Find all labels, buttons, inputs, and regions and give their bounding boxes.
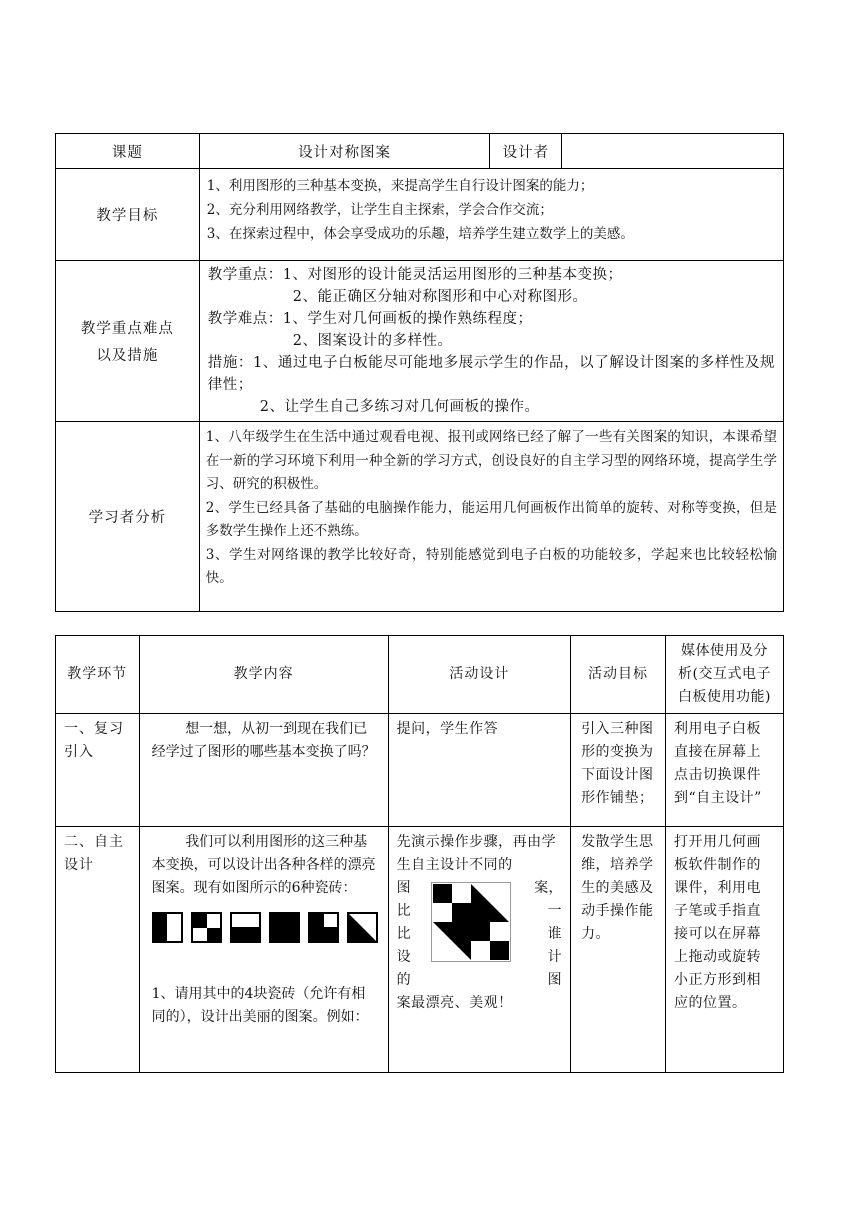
content-text: 想一想，从初一到现在我们已经学过了图形的哪些基本变换了吗？ bbox=[151, 721, 376, 760]
activity-review: 提问，学生作答 bbox=[388, 714, 570, 827]
content-design bbox=[139, 827, 388, 1073]
tile-4 bbox=[269, 912, 300, 943]
stage-review: 一、复习引入 bbox=[56, 714, 140, 827]
activity-char: 设 bbox=[396, 949, 412, 965]
objective-item: 3、在探索过程中，体会享受成功的乐趣，培养学生建立数学上的美感。 bbox=[206, 226, 634, 242]
content-review bbox=[139, 714, 388, 827]
topic-value: 设计对称图案 bbox=[199, 134, 490, 169]
activity-char: 一 bbox=[547, 903, 563, 919]
goal-review: 引入三种图形的变换为下面设计图形作铺垫； bbox=[571, 714, 666, 827]
tile-6 bbox=[347, 912, 378, 943]
measure-line: 2、让学生自己多练习对几何画板的操作。 bbox=[259, 399, 540, 415]
learner-label: 学习者分析 bbox=[56, 422, 200, 612]
media-review: 利用电子白板直接在屏幕上点击切换课件到“自主设计” bbox=[665, 714, 783, 827]
activity-left-column bbox=[397, 877, 425, 992]
header-stage: 教学环节 bbox=[56, 636, 140, 714]
lesson-info-table bbox=[55, 133, 784, 612]
teaching-process-table bbox=[55, 635, 784, 1073]
learner-cell bbox=[199, 422, 783, 612]
activity-right-column bbox=[534, 877, 562, 992]
activity-figure-row bbox=[397, 877, 562, 992]
stage-design: 二、自主设计 bbox=[56, 827, 140, 1073]
activity-char: 的 bbox=[396, 972, 412, 988]
keypoints-label bbox=[56, 261, 200, 422]
designer-label: 设计者 bbox=[490, 134, 562, 169]
tile-2 bbox=[191, 912, 222, 943]
tile-5 bbox=[308, 912, 339, 943]
objective-item: 1、利用图形的三种基本变换，来提高学生自行设计图案的能力； bbox=[206, 178, 594, 194]
learner-item: 2、学生已经具备了基础的电脑操作能力，能运用几何画板作出简单的旋转、对称等变换，但是多数学生操作上还不熟练。 bbox=[205, 499, 777, 539]
keypoints-label-line2: 以及措施 bbox=[96, 348, 159, 364]
tile-set bbox=[152, 912, 378, 943]
activity-char: 计 bbox=[547, 949, 563, 965]
learner-item: 3、学生对网络课的教学比较好奇，特别能感觉到电子白板的功能较多，学起来也比较轻松愉快。 bbox=[205, 546, 777, 586]
focus-line: 2、能正确区分轴对称图形和中心对称图形。 bbox=[292, 289, 588, 305]
activity-char: 案， bbox=[534, 880, 564, 896]
header-goal: 活动目标 bbox=[571, 636, 666, 714]
activity-design bbox=[388, 827, 570, 1073]
activity-char: 比 bbox=[396, 926, 412, 942]
media-design: 打开用几何画板软件制作的课件，利用电子笔或手指直接可以在屏幕上拖动或旋转小正方形到相应的位置。 bbox=[665, 827, 783, 1073]
tile-3 bbox=[230, 912, 261, 943]
difficulty-line: 教学难点：1、学生对几何画板的操作熟练程度； bbox=[207, 311, 533, 327]
tile-1 bbox=[152, 912, 183, 943]
goal-design: 发散学生思维，培养学生的美感及动手操作能力。 bbox=[571, 827, 666, 1073]
activity-char: 图 bbox=[396, 880, 412, 896]
header-media: 媒体使用及分析(交互式电子白板使用功能) bbox=[665, 636, 783, 714]
content-intro: 我们可以利用图形的这三种基本变换，可以设计出各种各样的漂亮图案。现有如图所示的6种瓷砖： bbox=[151, 834, 376, 896]
objectives-cell bbox=[199, 169, 783, 261]
activity-top-text: 先演示操作步骤，再由学生自主设计不同的 bbox=[396, 834, 557, 873]
header-activity: 活动设计 bbox=[388, 636, 570, 714]
example-pattern-figure bbox=[431, 882, 511, 962]
designer-value bbox=[562, 134, 784, 169]
activity-char: 比 bbox=[396, 903, 412, 919]
measure-line: 措施：1、通过电子白板能尽可能地多展示学生的作品，以了解设计图案的多样性及规律性； bbox=[207, 355, 775, 393]
focus-line: 教学重点：1、对图形的设计能灵活运用图形的三种基本变换； bbox=[207, 267, 623, 283]
activity-char: 图 bbox=[547, 972, 563, 988]
topic-label: 课题 bbox=[56, 134, 200, 169]
keypoints-cell bbox=[199, 261, 783, 422]
activity-bottom-text: 案最漂亮、美观！ bbox=[396, 995, 513, 1011]
learner-item: 1、八年级学生在生活中通过观看电视、报刊或网络已经了解了一些有关图案的知识，本课希望在一新的学习环境下利用一种全新的学习方式，创设良好的自主学习型的网络环境，提高学生学习、研究的积极性。 bbox=[205, 429, 777, 492]
header-content: 教学内容 bbox=[139, 636, 388, 714]
objectives-label: 教学目标 bbox=[56, 169, 200, 261]
activity-char: 谁 bbox=[547, 926, 563, 942]
difficulty-line: 2、图案设计的多样性。 bbox=[292, 333, 453, 349]
content-task: 1、请用其中的4块瓷砖（允许有相同的），设计出美丽的图案。例如： bbox=[151, 986, 369, 1025]
objective-item: 2、充分利用网络教学，让学生自主探索，学会合作交流； bbox=[206, 202, 553, 218]
keypoints-label-line1: 教学重点难点 bbox=[80, 321, 174, 337]
